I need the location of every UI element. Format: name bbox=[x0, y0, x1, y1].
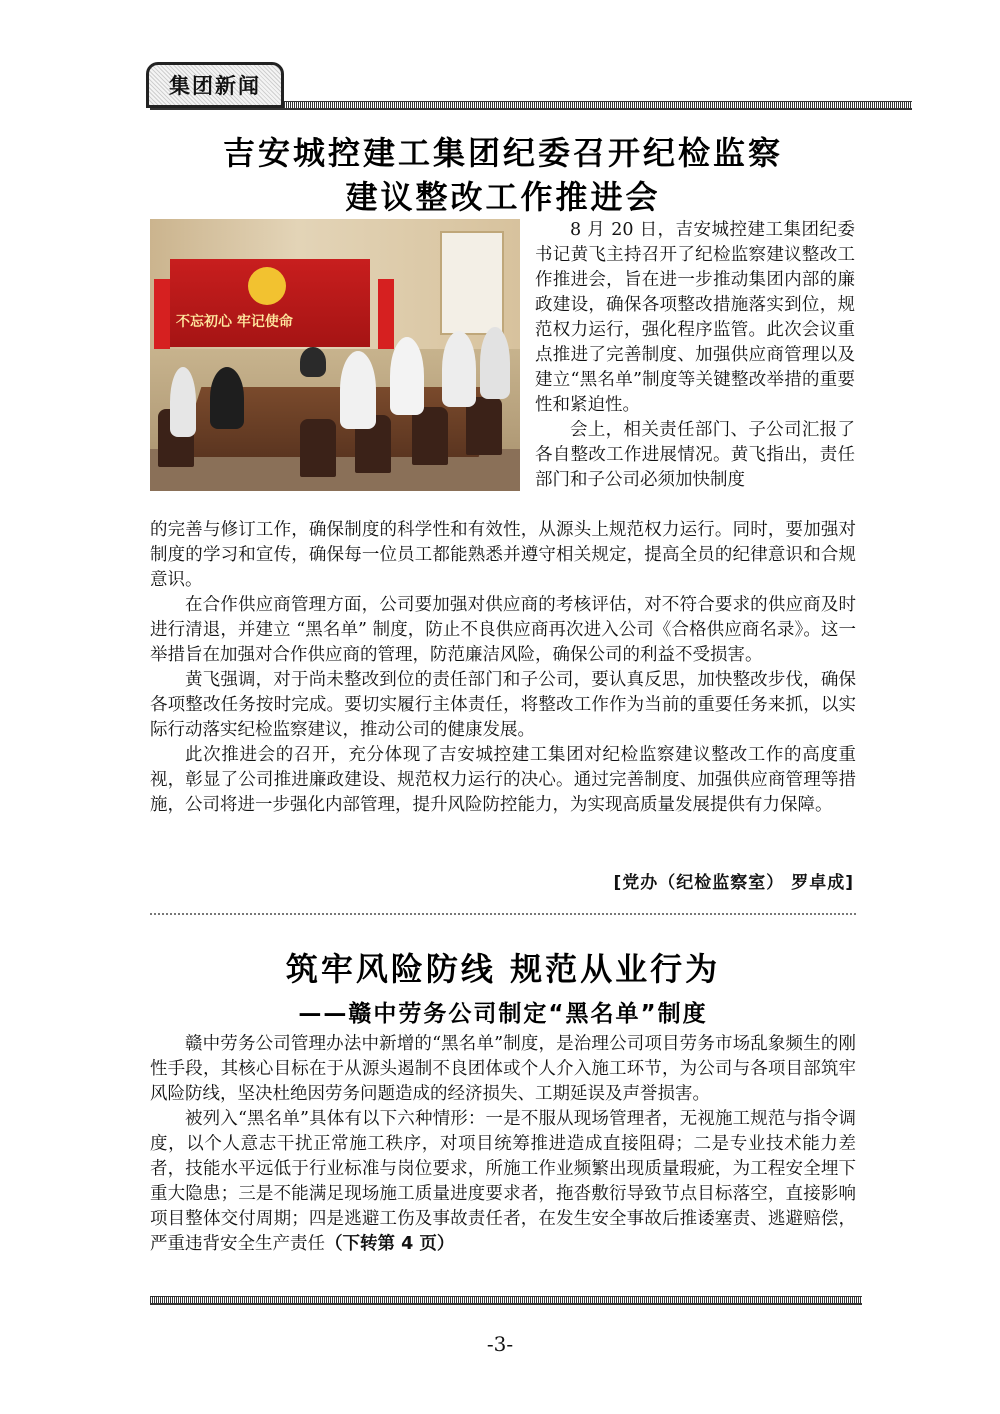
article1-paragraph-4: 黄飞强调，对于尚未整改到位的责任部门和子公司，要认真反思，加快整改步伐，确保各项整改任务按时完成。要切实履行主体责任，将整改工作作为当前的重要任务来抓，以实际行动落实纪检监察建议，推动公司的健康发展。 bbox=[150, 670, 856, 740]
article-divider bbox=[150, 913, 856, 915]
article2-paragraph-1: 赣中劳务公司管理办法中新增的“黑名单”制度，是治理公司项目劳务市场乱象频生的刚性手段，其核心目标在于从源头遏制不良团体或个人介入施工环节，为公司与各项目部筑牢风险防线，坚决杜绝因劳务问题造成的经济损失、工期延误及声誉损害。 bbox=[150, 1034, 856, 1104]
article1-paragraph-5: 此次推进会的召开，充分体现了吉安城控建工集团对纪检监察建议整改工作的高度重视，彰显了公司推进廉政建设、规范权力运行的决心。通过完善制度、加强供应商管理等措施，公司将进一步强化内部管理，提升风险防控能力，为实现高质量发展提供有力保障。 bbox=[150, 745, 856, 815]
article1-paragraph-2b: 的完善与修订工作，确保制度的科学性和有效性，从源头上规范权力运行。同时，要加强对制度的学习和宣传，确保每一位员工都能熟悉并遵守相关规定，提高全员的纪律意识和合规意识。 bbox=[150, 520, 856, 590]
article1-right-column bbox=[535, 218, 855, 493]
section-tab-label: 集团新闻 bbox=[169, 74, 261, 98]
photo-slogan: 不忘初心 牢记使命 bbox=[176, 314, 293, 330]
article1-title-line1: 吉安城控建工集团纪委召开纪检监察 bbox=[222, 134, 783, 172]
section-tab bbox=[146, 62, 284, 108]
meeting-photo bbox=[150, 219, 520, 491]
page-number: -3- bbox=[486, 1332, 514, 1356]
article2-subtitle: ——赣中劳务公司制定“黑名单”制度 bbox=[298, 1001, 708, 1027]
article1-signature: [党办（纪检监察室） 罗卓成] bbox=[613, 873, 854, 893]
article2-paragraph-2: 被列入“黑名单”具体有以下六种情形：一是不服从现场管理者，无视施工规范与指令调度，以个人意志干扰正常施工秩序，对项目统筹推进造成直接阻碍；二是专业技术能力差者，技能水平远低于行业标准与岗位要求，所施工作业频繁出现质量瑕疵，为工程安全埋下重大隐患；三是不能满足现场施工质量进度要求者，拖沓敷衍导致节点目标落空，直接影响项目整体交付周期；四是逃避工伤及事故责任者，在发生安全事故后推诿塞责、逃避赔偿，严重违背安全生产责任 bbox=[150, 1109, 856, 1254]
article1-paragraph-2a: 会上，相关责任部门、子公司汇报了各自整改工作进展情况。黄飞指出，责任部门和子公司必须加快制度 bbox=[535, 420, 855, 490]
header-rule-line bbox=[150, 108, 912, 110]
article1-paragraph-3: 在合作供应商管理方面，公司要加强对供应商的考核评估，对不符合要求的供应商及时进行清退，并建立 “黑名单” 制度，防止不良供应商再次进入公司《合格供应商名录》。这一举措旨在加强对合作供应商的管理，防范廉洁风险，确保公司的利益不受损害。 bbox=[150, 595, 856, 665]
article1-title-line2: 建议整改工作推进会 bbox=[345, 178, 661, 216]
article1-paragraph-1: 8 月 20 日，吉安城控建工集团纪委书记黄飞主持召开了纪检监察建议整改工作推进会，旨在进一步推动集团内部的廉政建设，确保各项整改措施落实到位，规范权力运行，强化程序监管。此次会议重点推进了完善制度、加强供应商管理以及建立“黑名单”制度等关键整改举措的重要性和紧迫性。 bbox=[535, 220, 855, 415]
article1-body bbox=[150, 518, 856, 818]
footer-rule-line bbox=[150, 1303, 862, 1305]
party-emblem-icon bbox=[248, 267, 286, 305]
article2-body bbox=[150, 1032, 856, 1257]
continued-note: （下转第 4 页） bbox=[325, 1234, 455, 1254]
article2-title: 筑牢风险防线 规范从业行为 bbox=[285, 950, 721, 988]
